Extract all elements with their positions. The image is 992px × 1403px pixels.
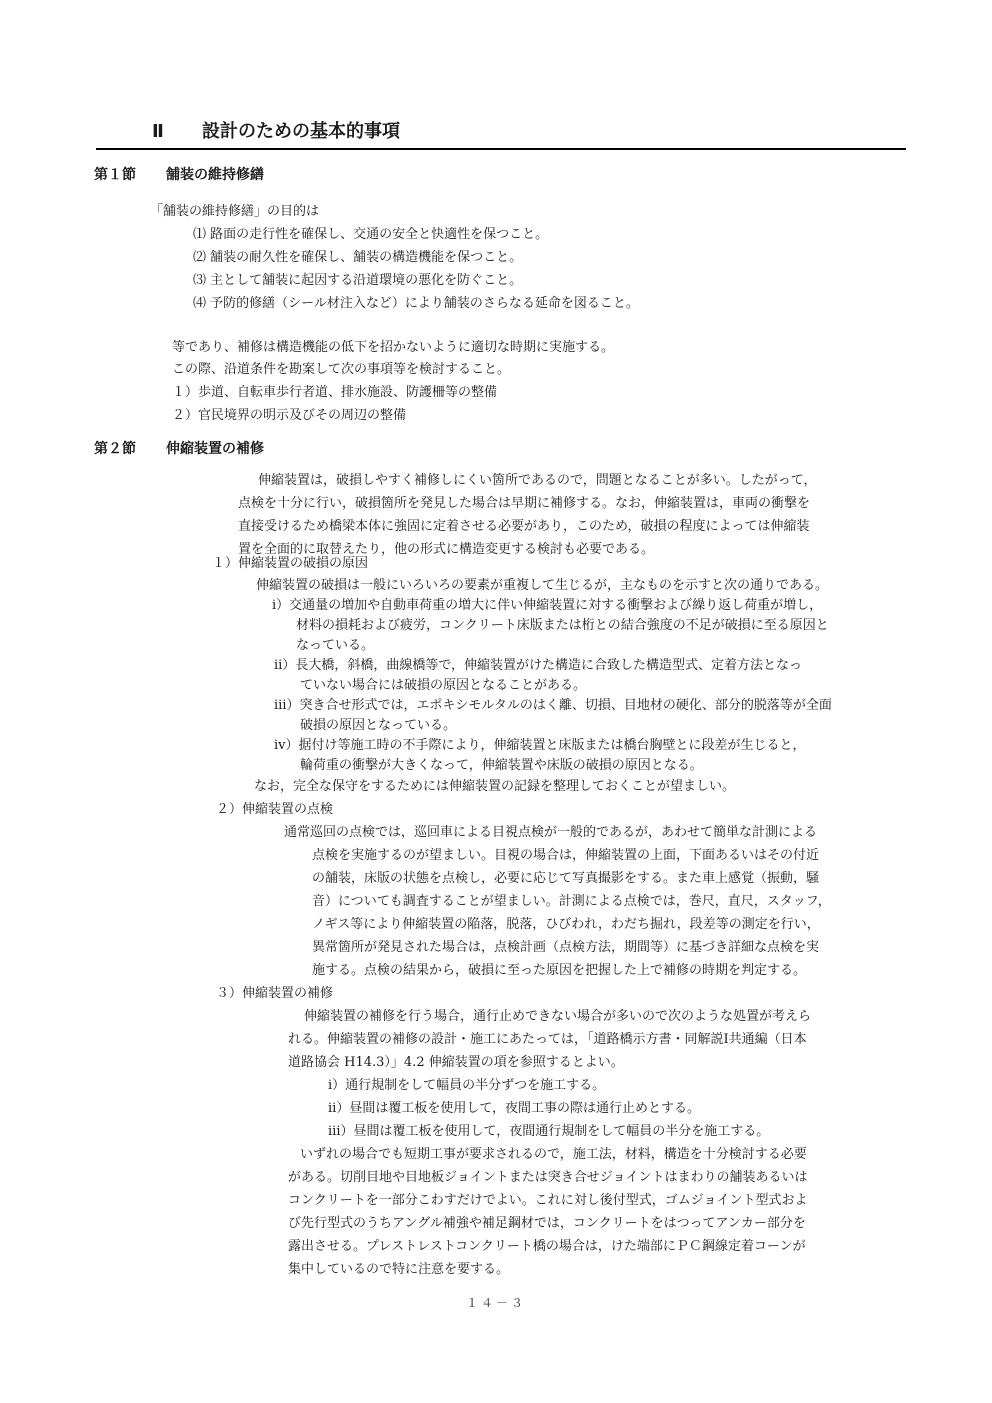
lead-line: 伸縮装置は，破損しやすく補修しにくい箇所であるので，問題となることが多い。したがって， — [258, 473, 817, 488]
cause-line: なっている。 — [296, 638, 375, 653]
lead-line: 直接受けるため橋梁本体に強固に定着させる必要があり，このため，破損の程度によっては伸縮装 — [238, 519, 810, 534]
inspection-line: 点検を実施するのが望ましい。目視の場合は，伸縮装置の上面，下面あるいはその付近 — [312, 848, 820, 863]
repair-option: ⅲ）昼間は覆工板を使用して，夜間通行規制をして幅員の半分を施工する。 — [328, 1124, 770, 1139]
subsection-note: なお，完全な保守をするためには伸縮装置の記録を整理しておくことが望ましい。 — [254, 779, 736, 794]
section-title: 伸縮装置の補修 — [166, 441, 264, 457]
repair-closing: 露出させる。プレストレストコンクリート橋の場合は，けた端部にＰＣ鋼線定着コーンが — [288, 1239, 806, 1254]
subsection-heading: ３）伸縮装置の補修 — [216, 986, 334, 1001]
inspection-line: 異常箇所が発見された場合は，点検計画（点検方法，期間等）に基づき詳細な点検を実 — [312, 940, 820, 955]
section-title: 舗装の維持修繕 — [166, 167, 264, 183]
section-1-intro: 「舗装の維持修繕」の目的は — [150, 204, 320, 219]
lead-line: 置を全面的に取替えたり，他の形式に構造変更する検討も必要である。 — [238, 542, 655, 557]
inspection-line: 施する。点検の結果から，破損に至った原因を把握した上で補修の時期を判定する。 — [312, 963, 807, 978]
section-number: 第２節 — [94, 441, 136, 457]
purpose-item: ⑷ 予防的修繕（シール材注入など）により舗装のさらなる延命を図ること。 — [193, 296, 639, 311]
cause-line: 材料の損耗および疲労，コンクリート床版または桁との結合強度の不足が破損に至る原因と — [296, 618, 829, 633]
chapter-heading: 設計のための基本的事項 — [202, 121, 400, 142]
section-number: 第１節 — [94, 167, 136, 183]
inspection-line: 通常巡回の点検では，巡回車による目視点検が一般的であるが，あわせて簡単な計測による — [284, 825, 818, 840]
repair-line: 伸縮装置の補修を行う場合，通行止めできない場合が多いので次のような処置が考えら — [304, 1009, 812, 1024]
section-1-paragraph: 等であり、補修は構造機能の低下を招かないように適切な時期に実施する。 — [172, 340, 615, 355]
repair-closing: がある。切削目地や目地板ジョイントまたは突き合せジョイントはまわりの舗装あるいは — [288, 1170, 808, 1185]
purpose-item: ⑵ 舗装の耐久性を確保し、舗装の構造機能を保つこと。 — [193, 250, 523, 265]
inspection-line: の舗装，床版の状態を点検し，必要に応じて写真撮影をする。また車上感覚（振動，騒 — [312, 871, 820, 886]
cause-line: ⅰ）交通量の増加や自動車荷重の増大に伴い伸縮装置に対する衝撃および繰り返し荷重が増し， — [272, 598, 823, 613]
inspection-line: 音）についても調査することが望ましい。計測による点検では，巻尺，直尺，スタッフ， — [312, 894, 831, 909]
repair-line: 道路協会 H14.3）」4.2 伸縮装置の項を参照するとよい。 — [288, 1055, 624, 1070]
section-1-item: ２）官民境界の明示及びその周辺の整備 — [172, 408, 407, 423]
purpose-item: ⑴ 路面の走行性を確保し、交通の安全と快適性を保つこと。 — [193, 227, 549, 242]
repair-option: ⅰ）通行規制をして幅員の半分ずつを施工する。 — [328, 1078, 606, 1093]
subsection-heading: １）伸縮装置の破損の原因 — [212, 556, 369, 571]
cause-line: ていない場合には破損の原因となることがある。 — [300, 678, 587, 693]
cause-line: ⅲ）突き合せ形式では，エポキシモルタルのはく離、切損、目地材の硬化、部分的脱落等が全面 — [274, 698, 832, 713]
page-number: １４－３ — [465, 1296, 526, 1310]
inspection-line: ノギス等により伸縮装置の陥落，脱落，ひびわれ，わだち掘れ，段差等の測定を行い， — [312, 917, 820, 932]
chapter-number: Ⅱ — [152, 121, 164, 142]
repair-option: ⅱ）昼間は覆工板を使用して，夜間工事の際は通行止めとする。 — [328, 1101, 701, 1116]
repair-closing: 集中しているので特に注意を要する。 — [288, 1262, 510, 1277]
repair-closing: び先行型式のうちアングル補強や補足鋼材では，コンクリートをはつってアンカー部分を — [288, 1216, 806, 1231]
subsection-heading: ２）伸縮装置の点検 — [216, 802, 334, 817]
lead-line: 点検を十分に行い，破損箇所を発見した場合は早期に補修する。なお，伸縮装置は，車両の衝撃を — [238, 496, 811, 511]
cause-line: 破損の原因となっている。 — [300, 718, 457, 733]
section-1-paragraph: この際、沿道条件を勘案して次の事項等を検討すること。 — [172, 362, 511, 377]
cause-line: ⅱ）長大橋，斜橋，曲線橋等で，伸縮装置がけた構造に合致した構造型式、定着方法となっ — [274, 658, 803, 673]
cause-line: ⅳ）据付け等施工時の不手際により，伸縮装置と床版または橋台胸壁とに段差が生じると， — [274, 738, 806, 753]
section-1-item: １）歩道、自転車歩行者道、排水施設、防護柵等の整備 — [172, 385, 498, 400]
purpose-item: ⑶ 主として舗装に起因する沿道環境の悪化を防ぐこと。 — [193, 273, 523, 288]
cause-line: 輪荷重の衝撃が大きくなって，伸縮装置や床版の破損の原因となる。 — [300, 758, 703, 773]
chapter-title — [96, 118, 906, 150]
subsection-intro: 伸縮装置の破損は一般にいろいろの要素が重複して生じるが，主なものを示すと次の通りである。 — [256, 578, 829, 593]
repair-line: れる。伸縮装置の補修の設計・施工にあたっては，「道路橋示方書・同解説Ⅰ共通編（日本 — [288, 1032, 807, 1047]
repair-closing: いずれの場合でも短期工事が要求されるので，施工法，材料，構造を十分検討する必要 — [300, 1147, 807, 1162]
repair-closing: コンクリートを一部分こわすだけでよい。これに対し後付型式，ゴムジョイント型式およ — [288, 1193, 808, 1208]
